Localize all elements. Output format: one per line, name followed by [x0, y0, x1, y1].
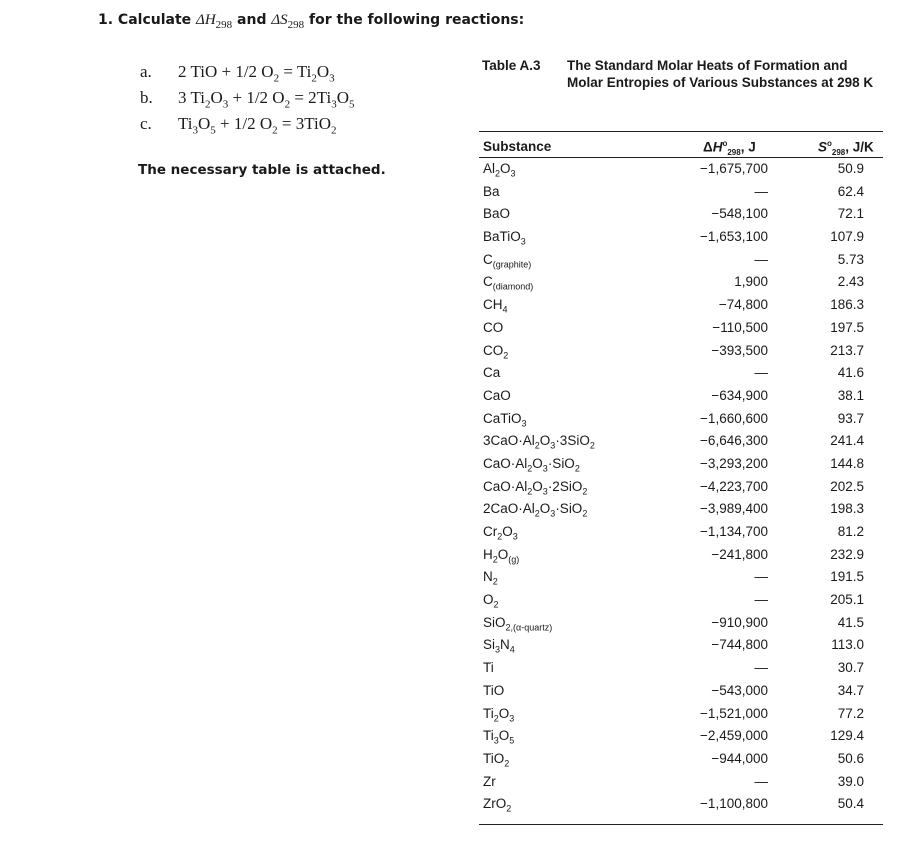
table-row [0, 500, 907, 523]
substance-cell: CO [483, 319, 504, 335]
substance-cell: $CaO\cdot Al_2O_3\cdot SiO_2$ [483, 455, 580, 474]
table-row [0, 455, 907, 478]
enthalpy-cell: −910,900 [711, 614, 768, 630]
table-row [0, 795, 907, 818]
reaction-label: c. [140, 114, 152, 133]
entropy-cell: 107.9 [830, 229, 864, 245]
substance-cell: $Cr_2O_3$ [483, 524, 518, 542]
header-entropy: $S^o_{298}$, J/K [818, 139, 874, 158]
substance-cell: ZrO$_2$ [483, 796, 512, 814]
enthalpy-cell: −1,100,800 [700, 796, 768, 812]
entropy-cell: 38.1 [837, 387, 864, 403]
table-row [0, 659, 907, 682]
entropy-cell: 5.73 [837, 251, 864, 267]
entropy-cell: 191.5 [830, 569, 864, 585]
enthalpy-cell: −1,660,600 [700, 410, 768, 426]
enthalpy-cell: −744,800 [711, 637, 768, 653]
substance-cell: Ti [483, 660, 494, 676]
table-row [0, 705, 907, 728]
substance-cell: $Si_3N_4$ [483, 637, 515, 656]
table-number: Table A.3 [482, 58, 541, 73]
enthalpy-cell: −6,646,300 [700, 433, 768, 449]
table-body [0, 160, 907, 818]
entropy-cell: 213.7 [830, 342, 864, 358]
entropy-cell: 186.3 [830, 297, 864, 313]
table-row [0, 568, 907, 591]
entropy-cell: 41.6 [837, 365, 864, 381]
substance-cell: CaO [483, 387, 511, 403]
entropy-cell: 93.7 [837, 410, 864, 426]
substance-cell: $H_2O_{(g)}$ [483, 546, 520, 565]
substance-cell: $CaO\cdot Al_2O_3\cdot 2SiO_2$ [483, 478, 588, 497]
table-row [0, 636, 907, 659]
enthalpy-cell: 1,900 [734, 274, 768, 290]
substance-cell: $N_2$ [483, 569, 498, 588]
substance-cell: CaTiO$_3$ [483, 410, 527, 429]
header-enthalpy: $\Delta H^o_{298}$, J [703, 139, 756, 158]
table-row [0, 727, 907, 750]
enthalpy-cell: −110,500 [712, 319, 768, 335]
substance-cell: TiO$_2$ [483, 750, 510, 769]
table-header-rule [479, 157, 883, 158]
enthalpy-cell: −2,459,000 [700, 728, 768, 744]
enthalpy-cell: −548,100 [711, 206, 768, 222]
substance-cell: Zr [483, 773, 496, 789]
enthalpy-cell: — [754, 365, 768, 381]
enthalpy-cell: — [754, 660, 768, 676]
reaction-c [140, 114, 337, 136]
table-bottom-rule [479, 824, 883, 825]
reaction-label: a. [140, 62, 152, 81]
substance-cell: $CH_4$ [483, 297, 508, 315]
substance-cell: Ca [483, 365, 501, 381]
entropy-cell: 62.4 [837, 183, 864, 199]
enthalpy-cell: −241,800 [711, 546, 768, 562]
title-prefix: 1. Calculate [98, 12, 197, 28]
entropy-cell: 205.1 [830, 592, 864, 608]
enthalpy-cell: −4,223,700 [700, 478, 768, 494]
delta-s-symbol: $\Delta S_{298}$ [271, 12, 305, 31]
substance-cell: BaTiO$_3$ [483, 229, 526, 247]
entropy-cell: 34.7 [837, 682, 864, 698]
entropy-cell: 198.3 [830, 501, 864, 517]
table-row [0, 183, 907, 206]
substance-cell: $3CaO\cdot Al_2O_3\cdot 3SiO_2$ [483, 433, 595, 451]
delta-h-symbol: $\Delta H_{298}$ [196, 12, 233, 31]
substance-cell: $Al_2O_3$ [483, 161, 516, 179]
table-row [0, 750, 907, 773]
enthalpy-cell: −543,000 [711, 682, 768, 698]
substance-cell: $Ti_3O_5$ [483, 728, 515, 746]
table-row [0, 682, 907, 705]
table-row [0, 410, 907, 433]
table-row [0, 364, 907, 387]
enthalpy-cell: −393,500 [711, 342, 768, 358]
enthalpy-cell: — [754, 251, 768, 267]
table-row [0, 205, 907, 228]
table-row [0, 319, 907, 342]
entropy-cell: 2.43 [837, 274, 864, 290]
enthalpy-cell: −74,800 [718, 297, 768, 313]
table-row [0, 228, 907, 251]
table-row [0, 773, 907, 796]
reaction-a [140, 62, 335, 84]
title-suffix: for the following reactions: [304, 12, 525, 28]
question-title [98, 12, 524, 31]
entropy-cell: 144.8 [830, 455, 864, 471]
reaction-label: b. [140, 88, 153, 107]
table-row [0, 432, 907, 455]
table-row [0, 523, 907, 546]
enthalpy-cell: −1,134,700 [700, 524, 768, 539]
enthalpy-cell: −634,900 [711, 387, 768, 403]
substance-cell: Ba [483, 183, 500, 199]
entropy-cell: 50.9 [837, 161, 864, 176]
entropy-cell: 50.6 [837, 750, 864, 766]
table-row [0, 387, 907, 410]
substance-cell: $2CaO\cdot Al_2O_3\cdot SiO_2$ [483, 501, 588, 519]
table-row [0, 478, 907, 501]
enthalpy-cell: −1,675,700 [700, 161, 768, 176]
substance-cell: $C_{(graphite)}$ [483, 251, 532, 270]
table-row [0, 591, 907, 614]
enthalpy-cell: — [754, 592, 768, 608]
enthalpy-cell: — [754, 569, 768, 585]
substance-cell: BaO [483, 206, 511, 222]
table-row [0, 342, 907, 365]
entropy-cell: 202.5 [830, 478, 864, 494]
enthalpy-cell: −1,521,000 [700, 705, 768, 721]
entropy-cell: 197.5 [830, 319, 864, 335]
substance-cell: $C_{(diamond)}$ [483, 274, 534, 293]
enthalpy-cell: — [754, 773, 768, 789]
reaction-equation: 3 $Ti_2O_3 + 1/2$ $O_2 = 2Ti_3O_5$ [178, 88, 355, 111]
enthalpy-cell: −1,653,100 [700, 229, 768, 245]
table-row [0, 546, 907, 569]
entropy-cell: 41.5 [837, 614, 864, 630]
table-row [0, 273, 907, 296]
table-row [0, 160, 907, 183]
substance-cell: TiO [483, 682, 505, 698]
table-row [0, 296, 907, 319]
table-caption-text: The Standard Molar Heats of Formation and Molar Entropies of Various Substances at 298 K [567, 58, 874, 90]
table-row [0, 614, 907, 637]
reaction-equation: $Ti_3O_5 + 1/2$ $O_2 = 3TiO_2$ [178, 114, 337, 137]
substance-cell: $Ti_2O_3$ [483, 705, 515, 724]
entropy-cell: 81.2 [837, 524, 864, 539]
enthalpy-cell: −944,000 [711, 750, 768, 766]
entropy-cell: 113.0 [831, 637, 864, 653]
substance-cell: $O_2$ [483, 592, 499, 610]
entropy-cell: 72.1 [837, 206, 864, 222]
title-and: and [232, 12, 272, 28]
table-row [0, 251, 907, 274]
entropy-cell: 30.7 [837, 660, 864, 676]
entropy-cell: 129.4 [830, 728, 864, 744]
enthalpy-cell: −3,293,200 [700, 455, 768, 471]
table-note: The necessary table is attached. [138, 162, 386, 178]
substance-cell: $CO_2$ [483, 342, 509, 361]
header-substance: Substance [483, 139, 552, 154]
entropy-cell: 232.9 [830, 546, 864, 562]
entropy-cell: 39.0 [837, 773, 864, 789]
table-top-rule [479, 131, 883, 132]
entropy-cell: 77.2 [837, 705, 864, 721]
substance-cell: SiO$_{2,(\alpha-quartz)}$ [483, 614, 553, 633]
reaction-equation: 2 TiO + 1/2 $O_2 = Ti_2O_3$ [178, 62, 335, 85]
reaction-b [140, 88, 354, 110]
enthalpy-cell: −3,989,400 [700, 501, 768, 517]
entropy-cell: 50.4 [837, 796, 864, 812]
enthalpy-cell: — [754, 183, 768, 199]
entropy-cell: 241.4 [830, 433, 864, 449]
